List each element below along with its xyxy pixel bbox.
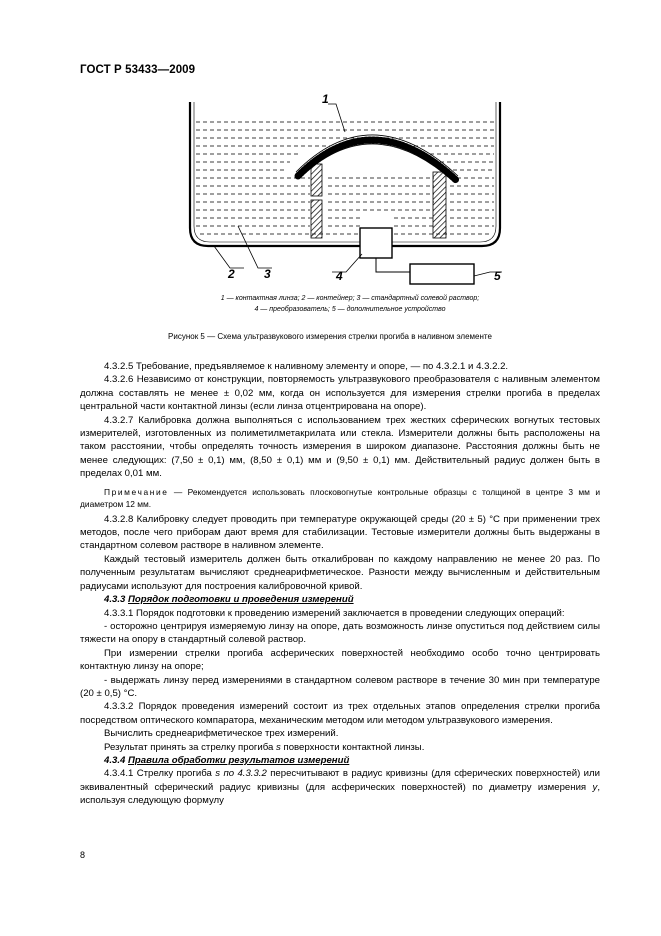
callout-2: 2	[228, 267, 235, 281]
heading-4-3-4	[80, 754, 600, 767]
paragraph-4-3-4-1	[80, 767, 600, 807]
callout-5: 5	[494, 269, 501, 283]
figure-legend-line-2: 4 — преобразователь; 5 — дополнительное устройство	[254, 306, 446, 313]
standard-header: ГОСТ Р 53433—2009	[80, 64, 196, 76]
paragraph-4-3-2-7: 4.3.2.7 Калибровка должна выполняться с использованием трех жестких сферических вогнутых тестовых измерителей, изготовленных из полиметилметакрилата или стекла. Измерители должны быть расположены на таком расстоянии, чтобы определять точность измерения в широком диапазоне. Расстояния должны быть не менее следующих: (7,50 ± 0,1) мм, (8,50 ± 0,1) мм и (9,50 ± 0,1) мм. Действительный радиус должен быть в пределах 0,01 мм.	[80, 414, 600, 480]
note-label: Примечание	[104, 486, 169, 497]
note	[80, 486, 600, 510]
paragraph-hold-lens: - выдержать линзу перед измерениями в стандартном солевом растворе в течение 30 мин при температуре (20 ± 0,5) °С.	[80, 674, 600, 699]
p13-ref: s по 4.3.3.2	[215, 768, 267, 780]
p13-text-a: 4.3.4.1 Стрелку прогиба	[104, 768, 216, 780]
support-left-upper	[311, 164, 322, 196]
p13-text-b: пересчитывают в радиус кривизны (для сферических поверхностей) или эквивалентный сферический радиус кривизны (для асферических поверхностей) по диаметру измерения	[80, 768, 600, 793]
callout-3: 3	[264, 267, 271, 281]
figure-caption: Рисунок 5 — Схема ультразвукового измерения стрелки прогиба в наливном элементе	[168, 332, 492, 341]
support-right	[433, 172, 446, 238]
additional-device-box	[410, 264, 474, 284]
transducer-box	[360, 228, 392, 258]
paragraph-4-3-3-1: 4.3.3.1 Порядок подготовки к проведению измерений заключается в проведении следующих операций:	[104, 607, 565, 619]
paragraph-4-3-3-2: 4.3.3.2 Порядок проведения измерений состоит из трех отдельных этапов определения стрелки прогиба посредством оптического компаратора, механическим методом или методом ультразвукового измерения.	[80, 701, 600, 726]
figure-legend-line-1: 1 — контактная линза; 2 — контейнер; 3 — стандартный солевой раствор;	[220, 295, 480, 302]
note-text: — Рекомендуется использовать плосковогнутые контрольные образцы с толщиной в центре 3 мм и диаметром 12 мм.	[80, 486, 601, 509]
heading-4-3-3-title: Порядок подготовки и проведения измерений	[128, 594, 354, 606]
heading-4-3-4-number: 4.3.4	[104, 754, 126, 766]
callout-1: 1	[322, 92, 329, 106]
paragraph-4-3-2-6: 4.3.2.6 Независимо от конструкции, повторяемость ультразвукового преобразователя с наливным элементом должна составлять не менее ± 0,02 мм, когда он используется для измерения стрелки прогиба в пределах центральной части контактной линзы (если линза отцентрирована на опоре).	[80, 374, 600, 413]
result-text-b: поверхности контактной линзы.	[280, 741, 425, 753]
paragraph-center-lens: - осторожно центрируя измеряемую линзу на опоре, дать возможность линзе опуститься под действием силы тяжести на опору в стандартный солевой раствор.	[80, 620, 600, 646]
paragraph-result	[80, 741, 600, 754]
heading-4-3-4-title: Правила обработки результатов измерений	[128, 754, 350, 766]
paragraph-calibration-repeat: Каждый тестовый измеритель должен быть откалиброван по каждому направлению не менее 20 раз. По полученным результатам вычисляют среднеарифметическое. Разности между вычисленным и действительным радиусами используют для построения калибровочной кривой.	[80, 553, 600, 592]
result-text-a: Результат принять за стрелку прогиба	[104, 741, 277, 753]
heading-4-3-3	[80, 593, 600, 606]
support-left-lower	[311, 200, 322, 238]
result-symbol-s: s	[276, 741, 281, 753]
paragraph-aspheric: При измерении стрелки прогиба асферических поверхностей необходимо особо точно центрировать контактную линзу на опоре;	[80, 647, 600, 673]
paragraph-4-3-2-5: 4.3.2.5 Требование, предъявляемое к наливному элементу и опоре, — по 4.3.2.1 и 4.3.2.2.	[104, 361, 509, 372]
transducer-cable	[376, 258, 410, 272]
p13-symbol-y: y	[592, 781, 598, 793]
paragraph-mean: Вычислить среднеарифметическое трех измерений.	[104, 728, 339, 740]
ultrasonic-measurement-diagram	[150, 86, 520, 291]
callout-4: 4	[336, 269, 343, 283]
document-body	[80, 360, 600, 808]
paragraph-4-3-2-8: 4.3.2.8 Калибровку следует проводить при температуре окружающей среды (20 ± 5) °С при применении трех методов, после чего приборам дают время для стабилизации. Тестовые измерители должны быть выдержаны в стандартном солевом растворе в наливном элементе.	[80, 513, 600, 552]
heading-4-3-3-number: 4.3.3	[104, 594, 126, 606]
page-number: 8	[80, 850, 86, 860]
p13-text-c: , используя следующую формулу	[80, 781, 600, 807]
